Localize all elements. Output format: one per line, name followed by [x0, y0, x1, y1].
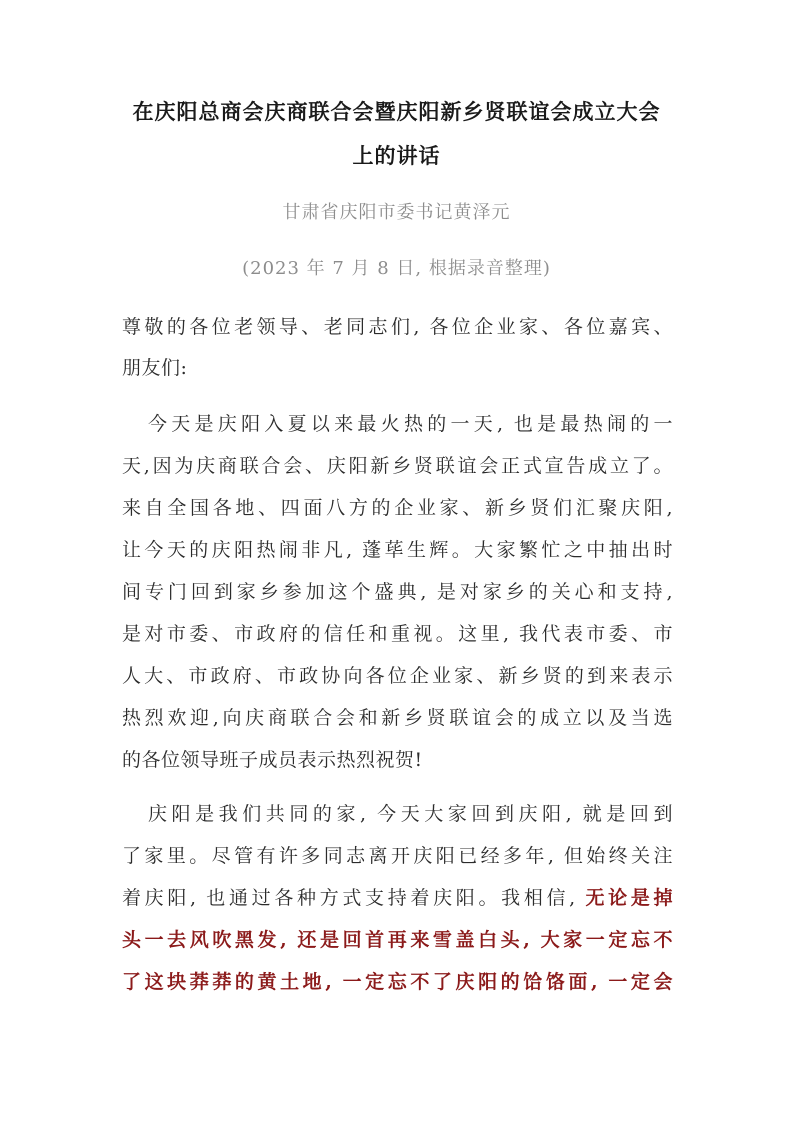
salutation-line-2: 朋友们:: [122, 357, 188, 379]
paragraph1-line-1: 今天是庆阳入夏以来最火热的一天, 也是最热闹的一: [148, 413, 673, 435]
paragraph2-line-5-emphasis: 了这块莽莽的黄土地, 一定忘不了庆阳的饸饹面, 一定会: [122, 971, 673, 993]
paragraph1-line-4: 让今天的庆阳热闹非凡, 蓬荜生辉。大家繁忙之中抽出时: [122, 539, 673, 561]
document-title-line2: 上的讲话: [352, 143, 441, 168]
paragraph1-line-9: 的各位领导班子成员表示热烈祝贺!: [122, 749, 423, 771]
paragraph2-line-3-normal: 着庆阳, 也通过各种方式支持着庆阳。我相信,: [122, 887, 586, 909]
paragraph1-line-3: 来自全国各地、四面八方的企业家、新乡贤们汇聚庆阳,: [122, 497, 673, 519]
paragraph1-line-6: 是对市委、市政府的信任和重视。这里, 我代表市委、市: [122, 623, 673, 645]
author-line: 甘肃省庆阳市委书记黄泽元: [282, 202, 511, 223]
paragraph2-line-2: 了家里。尽管有许多同志离开庆阳已经多年, 但始终关注: [122, 845, 673, 867]
paragraph2-line-3: [122, 883, 673, 910]
paragraph2-line-3-emphasis: 无论是掉: [585, 887, 673, 909]
salutation-line-1: 尊敬的各位老领导、老同志们, 各位企业家、各位嘉宾、: [122, 316, 673, 338]
paragraph1-line-2: 天,因为庆商联合会、庆阳新乡贤联谊会正式宣告成立了。: [122, 455, 673, 477]
document-title-line1: 在庆阳总商会庆商联合会暨庆阳新乡贤联谊会成立大会: [132, 99, 661, 124]
paragraph1-line-5: 间专门回到家乡参加这个盛典, 是对家乡的关心和支持,: [122, 581, 673, 603]
paragraph2-line-4-emphasis: 头一去风吹黑发, 还是回首再来雪盖白头, 大家一定忘不: [122, 929, 673, 951]
paragraph1-line-8: 热烈欢迎,向庆商联合会和新乡贤联谊会的成立以及当选: [122, 707, 673, 729]
paragraph2-line-1: 庆阳是我们共同的家, 今天大家回到庆阳, 就是回到: [148, 803, 673, 825]
paragraph1-line-7: 人大、市政府、市政协向各位企业家、新乡贤的到来表示: [122, 665, 673, 687]
date-note: (2023 年 7 月 8 日, 根据录音整理): [242, 258, 551, 279]
